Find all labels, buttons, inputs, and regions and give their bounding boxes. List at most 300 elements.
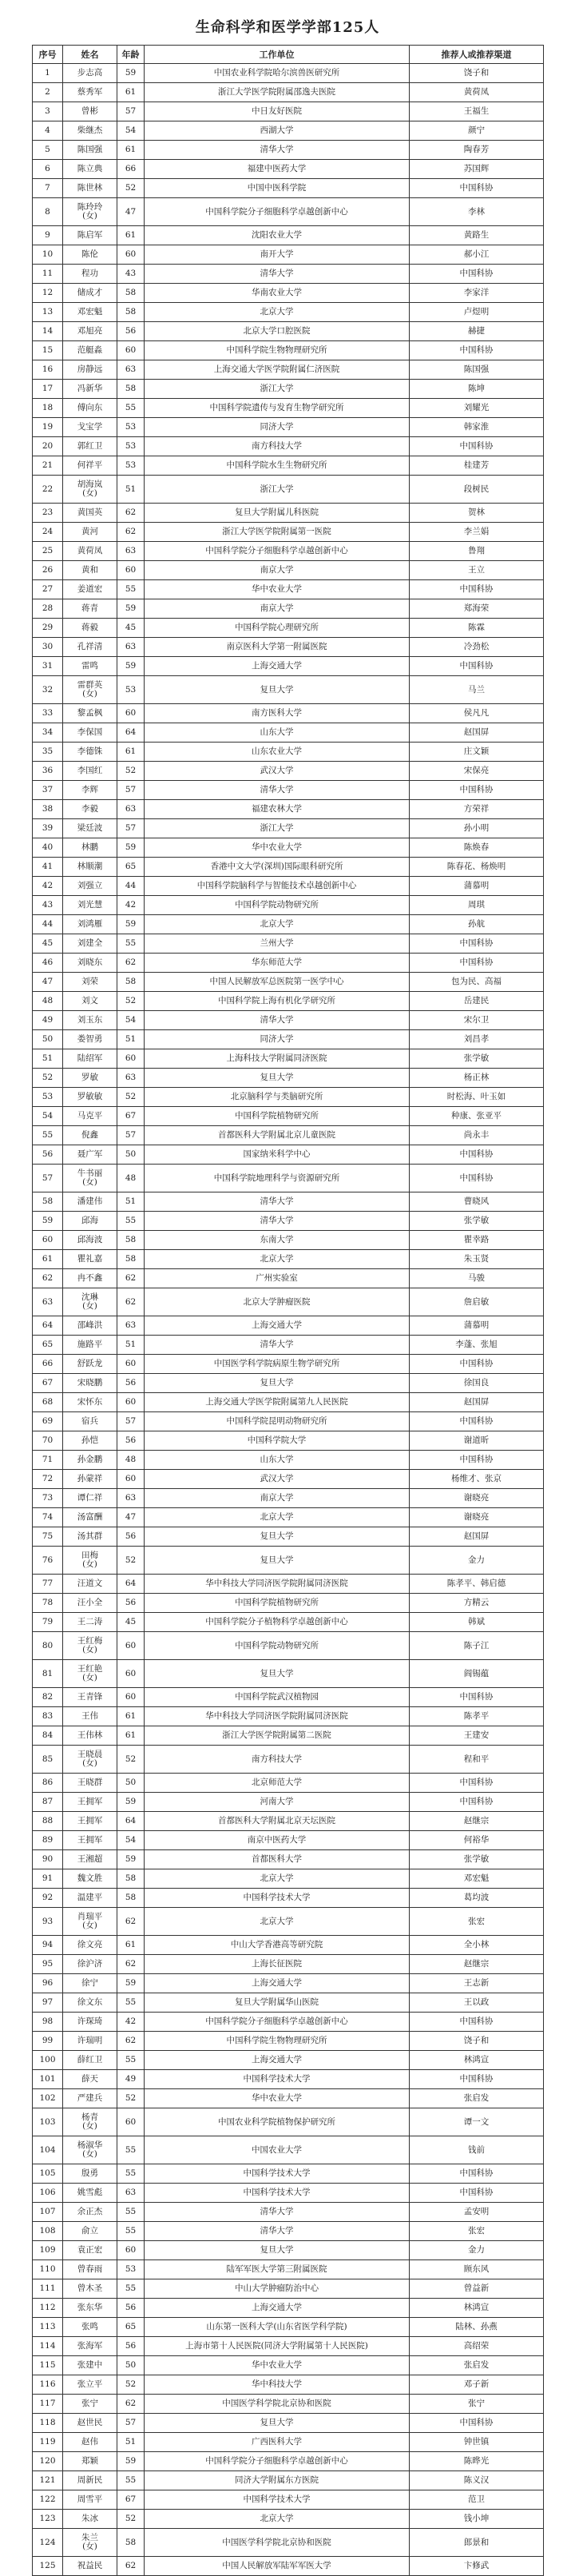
cell-age: 62: [117, 954, 145, 973]
cell-recommender: 谢晓亮: [410, 1508, 544, 1527]
cell-recommender: 尚永丰: [410, 1126, 544, 1145]
cell-unit: 复旦大学: [145, 2414, 410, 2433]
cell-age: 58: [117, 303, 145, 322]
cell-name: 陈玲玲 (女): [63, 198, 117, 226]
table-row: [33, 1126, 544, 1145]
cell-name: 朱冰: [63, 2510, 117, 2529]
cell-recommender: 金力: [410, 1547, 544, 1575]
cell-no: 52: [33, 1069, 63, 1088]
cell-age: 60: [117, 1470, 145, 1489]
cell-unit: 上海交通大学医学院附属仁济医院: [145, 360, 410, 380]
cell-recommender: 中国科协: [410, 1355, 544, 1374]
cell-name: 柴继杰: [63, 121, 117, 141]
cell-name: 魏文胜: [63, 1869, 117, 1889]
cell-name: 程功: [63, 265, 117, 284]
cell-recommender: 蒲慕明: [410, 1316, 544, 1336]
cell-age: 57: [117, 819, 145, 838]
cell-age: 63: [117, 2184, 145, 2203]
cell-no: 35: [33, 743, 63, 762]
cell-no: 46: [33, 954, 63, 973]
cell-unit: 南方医科大学: [145, 704, 410, 723]
table-row: [33, 2395, 544, 2414]
cell-name: 邱海: [63, 1212, 117, 1231]
cell-recommender: 种康、张亚平: [410, 1107, 544, 1126]
cell-age: 43: [117, 265, 145, 284]
table-row: [33, 2529, 544, 2557]
cell-name: 孔祥清: [63, 638, 117, 657]
cell-recommender: 孟安明: [410, 2203, 544, 2222]
table-row: [33, 2471, 544, 2490]
cell-age: 47: [117, 1508, 145, 1527]
cell-unit: 上海交通大学: [145, 1316, 410, 1336]
cell-name: 戈宝学: [63, 418, 117, 437]
cell-no: 10: [33, 245, 63, 265]
cell-no: 32: [33, 676, 63, 704]
cell-no: 71: [33, 1451, 63, 1470]
cell-age: 59: [117, 1793, 145, 1812]
cell-unit: 广州实验室: [145, 1269, 410, 1288]
cell-unit: 广西医科大学: [145, 2433, 410, 2452]
cell-name: 黎孟枫: [63, 704, 117, 723]
cell-no: 17: [33, 380, 63, 399]
cell-age: 59: [117, 1974, 145, 1993]
table-row: [33, 2108, 544, 2136]
cell-age: 64: [117, 723, 145, 743]
cell-no: 111: [33, 2279, 63, 2299]
cell-no: 2: [33, 83, 63, 102]
table-row: [33, 743, 544, 762]
table-row: [33, 954, 544, 973]
cell-recommender: 杨正林: [410, 1069, 544, 1088]
cell-no: 11: [33, 265, 63, 284]
cell-unit: 中山大学肿瘤防治中心: [145, 2279, 410, 2299]
cell-recommender: 谢晓亮: [410, 1489, 544, 1508]
table-row: [33, 896, 544, 915]
cell-recommender: 高绍荣: [410, 2337, 544, 2356]
cell-recommender: 中国科协: [410, 657, 544, 676]
cell-unit: 西湖大学: [145, 121, 410, 141]
cell-name: 张海军: [63, 2337, 117, 2356]
cell-name: 孙蒙祥: [63, 1470, 117, 1489]
cell-recommender: 赵继宗: [410, 1955, 544, 1974]
cell-name: 牛书丽 (女): [63, 1165, 117, 1192]
cell-recommender: 王以政: [410, 1993, 544, 2013]
cell-age: 42: [117, 896, 145, 915]
cell-age: 56: [117, 1594, 145, 1613]
cell-unit: 中国科学院分子植物科学卓越创新中心: [145, 1613, 410, 1632]
cell-unit: 兰州大学: [145, 934, 410, 954]
cell-age: 53: [117, 2260, 145, 2279]
table-row: [33, 561, 544, 580]
cell-recommender: 陶春芳: [410, 141, 544, 160]
cell-unit: 中国人民解放军总医院第一医学中心: [145, 973, 410, 992]
cell-age: 47: [117, 198, 145, 226]
cell-recommender: 中国科协: [410, 934, 544, 954]
cell-unit: 中国科学院昆明动物研究所: [145, 1412, 410, 1431]
cell-name: 曾春雨: [63, 2260, 117, 2279]
cell-unit: 中国科学院生物物理研究所: [145, 2032, 410, 2051]
cell-unit: 山东第一医科大学(山东省医学科学院): [145, 2318, 410, 2337]
cell-recommender: 中国科协: [410, 1451, 544, 1470]
table-row: [33, 1231, 544, 1250]
cell-recommender: 葛均波: [410, 1889, 544, 1908]
cell-name: 蒋毅: [63, 619, 117, 638]
cell-no: 102: [33, 2089, 63, 2108]
table-row: [33, 2089, 544, 2108]
cell-unit: 清华大学: [145, 141, 410, 160]
cell-name: 徐宁: [63, 1974, 117, 1993]
cell-recommender: 中国科协: [410, 580, 544, 599]
cell-recommender: 苏国辉: [410, 160, 544, 179]
cell-name: 胡海岚 (女): [63, 476, 117, 504]
table-row: [33, 2433, 544, 2452]
cell-name: 王湘超: [63, 1850, 117, 1869]
cell-name: 雷群英 (女): [63, 676, 117, 704]
cell-no: 121: [33, 2471, 63, 2490]
table-row: [33, 121, 544, 141]
cell-recommender: 钟世镇: [410, 2433, 544, 2452]
table-row: [33, 1393, 544, 1412]
cell-unit: 中国科学院动物研究所: [145, 896, 410, 915]
cell-recommender: 林鸿宣: [410, 2299, 544, 2318]
cell-recommender: 郎景和: [410, 2529, 544, 2557]
cell-unit: 华中农业大学: [145, 2356, 410, 2375]
cell-age: 52: [117, 2510, 145, 2529]
cell-no: 125: [33, 2557, 63, 2576]
cell-no: 6: [33, 160, 63, 179]
cell-recommender: 岳建民: [410, 992, 544, 1011]
cell-age: 59: [117, 2452, 145, 2471]
cell-age: 58: [117, 1869, 145, 1889]
cell-no: 92: [33, 1889, 63, 1908]
cell-unit: 中国医学科学院北京协和医院: [145, 2395, 410, 2414]
cell-age: 60: [117, 561, 145, 580]
cell-recommender: 中国科协: [410, 2070, 544, 2089]
cell-no: 51: [33, 1049, 63, 1069]
cell-age: 61: [117, 743, 145, 762]
cell-unit: 华中农业大学: [145, 2089, 410, 2108]
cell-unit: 中国科学院心理研究所: [145, 619, 410, 638]
table-row: [33, 1508, 544, 1527]
cell-name: 冉不鑫: [63, 1269, 117, 1288]
cell-name: 王青锋: [63, 1688, 117, 1707]
cell-unit: 南京大学: [145, 599, 410, 619]
table-row: [33, 638, 544, 657]
cell-recommender: 张启发: [410, 2089, 544, 2108]
cell-unit: 复旦大学: [145, 1374, 410, 1393]
cell-unit: 北京大学肿瘤医院: [145, 1288, 410, 1316]
table-row: [33, 2241, 544, 2260]
table-row: [33, 2337, 544, 2356]
cell-unit: 北京大学口腔医院: [145, 322, 410, 341]
cell-age: 63: [117, 638, 145, 657]
cell-recommender: 宋尔卫: [410, 1011, 544, 1030]
cell-age: 59: [117, 64, 145, 83]
cell-no: 70: [33, 1431, 63, 1451]
cell-name: 傅向东: [63, 399, 117, 418]
cell-name: 陈国强: [63, 141, 117, 160]
cell-recommender: 张宁: [410, 2395, 544, 2414]
cell-name: 林顺潮: [63, 858, 117, 877]
cell-age: 56: [117, 1374, 145, 1393]
cell-recommender: 饶子和: [410, 64, 544, 83]
table-row: [33, 762, 544, 781]
cell-age: 62: [117, 523, 145, 542]
cell-unit: 中国科学院分子细胞科学卓越创新中心: [145, 542, 410, 561]
cell-no: 101: [33, 2070, 63, 2089]
cell-no: 120: [33, 2452, 63, 2471]
cell-name: 梁廷波: [63, 819, 117, 838]
cell-name: 曾彬: [63, 102, 117, 121]
cell-no: 68: [33, 1393, 63, 1412]
cell-unit: 中国科学院植物研究所: [145, 1594, 410, 1613]
cell-unit: 上海交通大学: [145, 2051, 410, 2070]
cell-age: 62: [117, 2557, 145, 2576]
cell-recommender: 韩斌: [410, 1613, 544, 1632]
cell-recommender: 陈国强: [410, 360, 544, 380]
cell-no: 53: [33, 1088, 63, 1107]
table-row: [33, 1908, 544, 1936]
cell-unit: 华南农业大学: [145, 284, 410, 303]
cell-recommender: 中国科协: [410, 954, 544, 973]
cell-no: 14: [33, 322, 63, 341]
table-row: [33, 992, 544, 1011]
cell-no: 40: [33, 838, 63, 858]
table-row: [33, 504, 544, 523]
cell-unit: 中国科学院地理科学与资源研究所: [145, 1165, 410, 1192]
table-row: [33, 1527, 544, 1547]
cell-age: 51: [117, 476, 145, 504]
cell-age: 60: [117, 2108, 145, 2136]
table-row: [33, 1955, 544, 1974]
table-row: [33, 2164, 544, 2184]
cell-recommender: 谭一文: [410, 2108, 544, 2136]
table-row: [33, 1431, 544, 1451]
cell-name: 周新民: [63, 2471, 117, 2490]
cell-no: 8: [33, 198, 63, 226]
cell-age: 55: [117, 2051, 145, 2070]
cell-no: 113: [33, 2318, 63, 2337]
cell-unit: 复旦大学: [145, 1660, 410, 1688]
cell-age: 59: [117, 1850, 145, 1869]
table-row: [33, 1993, 544, 2013]
cell-unit: 中国科学院分子细胞科学卓越创新中心: [145, 2013, 410, 2032]
table-row: [33, 1212, 544, 1231]
cell-name: 聂广军: [63, 1145, 117, 1165]
cell-unit: 中国科学院武汉植物园: [145, 1688, 410, 1707]
table-row: [33, 2414, 544, 2433]
cell-no: 36: [33, 762, 63, 781]
cell-unit: 南京大学: [145, 1489, 410, 1508]
table-row: [33, 1107, 544, 1126]
cell-recommender: 赵继宗: [410, 1812, 544, 1831]
cell-no: 59: [33, 1212, 63, 1231]
cell-age: 50: [117, 2356, 145, 2375]
cell-unit: 中山大学香港高等研究院: [145, 1936, 410, 1955]
cell-name: 雷鸣: [63, 657, 117, 676]
cell-name: 孙恺: [63, 1431, 117, 1451]
cell-unit: 北京师范大学: [145, 1774, 410, 1793]
cell-no: 104: [33, 2136, 63, 2164]
cell-recommender: 张学敏: [410, 1850, 544, 1869]
cell-unit: 中国医学科学院病原生物学研究所: [145, 1355, 410, 1374]
table-row: [33, 1613, 544, 1632]
table-row: [33, 1831, 544, 1850]
table-row: [33, 1192, 544, 1212]
cell-name: 王晓群: [63, 1774, 117, 1793]
cell-age: 55: [117, 1993, 145, 2013]
cell-age: 56: [117, 1527, 145, 1547]
table-row: [33, 437, 544, 456]
cell-no: 107: [33, 2203, 63, 2222]
cell-no: 76: [33, 1547, 63, 1575]
cell-no: 38: [33, 800, 63, 819]
cell-unit: 北京大学: [145, 1508, 410, 1527]
cell-age: 62: [117, 1269, 145, 1288]
cell-age: 42: [117, 2013, 145, 2032]
cell-name: 赵世民: [63, 2414, 117, 2433]
cell-age: 48: [117, 1165, 145, 1192]
table-row: [33, 2510, 544, 2529]
cell-age: 56: [117, 2337, 145, 2356]
cell-name: 薛红卫: [63, 2051, 117, 2070]
cell-name: 陆绍军: [63, 1049, 117, 1069]
cell-no: 62: [33, 1269, 63, 1288]
cell-name: 王拥军: [63, 1812, 117, 1831]
cell-unit: 中国科学技术大学: [145, 2184, 410, 2203]
cell-recommender: 曹晓风: [410, 1192, 544, 1212]
table-row: [33, 1011, 544, 1030]
cell-unit: 北京大学: [145, 915, 410, 934]
cell-no: 67: [33, 1374, 63, 1393]
cell-age: 50: [117, 1145, 145, 1165]
cell-no: 64: [33, 1316, 63, 1336]
cell-age: 58: [117, 380, 145, 399]
cell-unit: 复旦大学: [145, 1547, 410, 1575]
cell-name: 孙金鹏: [63, 1451, 117, 1470]
cell-no: 4: [33, 121, 63, 141]
cell-recommender: 饶子和: [410, 2032, 544, 2051]
table-row: [33, 83, 544, 102]
cell-recommender: 王志新: [410, 1974, 544, 1993]
cell-recommender: 程和平: [410, 1746, 544, 1774]
table-row: [33, 160, 544, 179]
cell-name: 宋怀东: [63, 1393, 117, 1412]
cell-age: 59: [117, 599, 145, 619]
cell-no: 47: [33, 973, 63, 992]
cell-age: 52: [117, 2375, 145, 2395]
roster-table: [32, 45, 544, 2576]
header-no: 序号: [33, 46, 63, 64]
cell-age: 59: [117, 657, 145, 676]
cell-age: 61: [117, 1707, 145, 1726]
cell-unit: 国家纳米科学中心: [145, 1145, 410, 1165]
cell-no: 31: [33, 657, 63, 676]
table-row: [33, 1575, 544, 1594]
table-row: [33, 1316, 544, 1336]
cell-recommender: 中国科协: [410, 437, 544, 456]
header-age: 年龄: [117, 46, 145, 64]
table-row: [33, 284, 544, 303]
table-row: [33, 2032, 544, 2051]
cell-age: 60: [117, 2241, 145, 2260]
cell-recommender: 黄路生: [410, 226, 544, 245]
cell-unit: 同济大学: [145, 418, 410, 437]
cell-name: 郑颖: [63, 2452, 117, 2471]
cell-recommender: 张启发: [410, 2356, 544, 2375]
table-row: [33, 1288, 544, 1316]
cell-recommender: 谢道昕: [410, 1431, 544, 1451]
table-row: [33, 2203, 544, 2222]
cell-unit: 复旦大学: [145, 1527, 410, 1547]
cell-name: 张鸣: [63, 2318, 117, 2337]
cell-name: 刘光慧: [63, 896, 117, 915]
cell-unit: 中国科学院植物研究所: [145, 1107, 410, 1126]
table-row: [33, 1336, 544, 1355]
cell-age: 66: [117, 160, 145, 179]
cell-no: 13: [33, 303, 63, 322]
cell-age: 55: [117, 2164, 145, 2184]
cell-unit: 复旦大学: [145, 676, 410, 704]
table-row: [33, 2136, 544, 2164]
table-row: [33, 676, 544, 704]
cell-name: 杨青 (女): [63, 2108, 117, 2136]
cell-recommender: 李林: [410, 198, 544, 226]
cell-unit: 北京脑科学与类脑研究所: [145, 1088, 410, 1107]
cell-unit: 首都医科大学: [145, 1850, 410, 1869]
cell-no: 79: [33, 1613, 63, 1632]
cell-recommender: 曾益新: [410, 2279, 544, 2299]
cell-age: 51: [117, 1192, 145, 1212]
cell-age: 59: [117, 915, 145, 934]
cell-recommender: 陈孝平: [410, 1707, 544, 1726]
cell-unit: 复旦大学附属华山医院: [145, 1993, 410, 2013]
cell-name: 汪小全: [63, 1594, 117, 1613]
cell-age: 62: [117, 504, 145, 523]
cell-no: 16: [33, 360, 63, 380]
table-row: [33, 1974, 544, 1993]
cell-age: 58: [117, 284, 145, 303]
cell-age: 57: [117, 781, 145, 800]
cell-name: 步志高: [63, 64, 117, 83]
cell-recommender: 黄荷凤: [410, 83, 544, 102]
cell-no: 116: [33, 2375, 63, 2395]
cell-recommender: 贺林: [410, 504, 544, 523]
cell-no: 95: [33, 1955, 63, 1974]
cell-unit: 山东大学: [145, 1451, 410, 1470]
cell-recommender: 张宏: [410, 1908, 544, 1936]
cell-name: 李保国: [63, 723, 117, 743]
cell-age: 64: [117, 1575, 145, 1594]
cell-unit: 浙江大学: [145, 819, 410, 838]
table-row: [33, 1547, 544, 1575]
cell-unit: 中国科学技术大学: [145, 2490, 410, 2510]
cell-no: 63: [33, 1288, 63, 1316]
table-row: [33, 1145, 544, 1165]
table-row: [33, 580, 544, 599]
cell-no: 93: [33, 1908, 63, 1936]
cell-no: 80: [33, 1632, 63, 1660]
cell-age: 56: [117, 322, 145, 341]
cell-name: 娄智勇: [63, 1030, 117, 1049]
cell-recommender: 全小林: [410, 1936, 544, 1955]
cell-recommender: 陈子江: [410, 1632, 544, 1660]
cell-recommender: 王福生: [410, 102, 544, 121]
cell-no: 19: [33, 418, 63, 437]
cell-age: 51: [117, 1336, 145, 1355]
cell-name: 冯新华: [63, 380, 117, 399]
table-row: [33, 198, 544, 226]
